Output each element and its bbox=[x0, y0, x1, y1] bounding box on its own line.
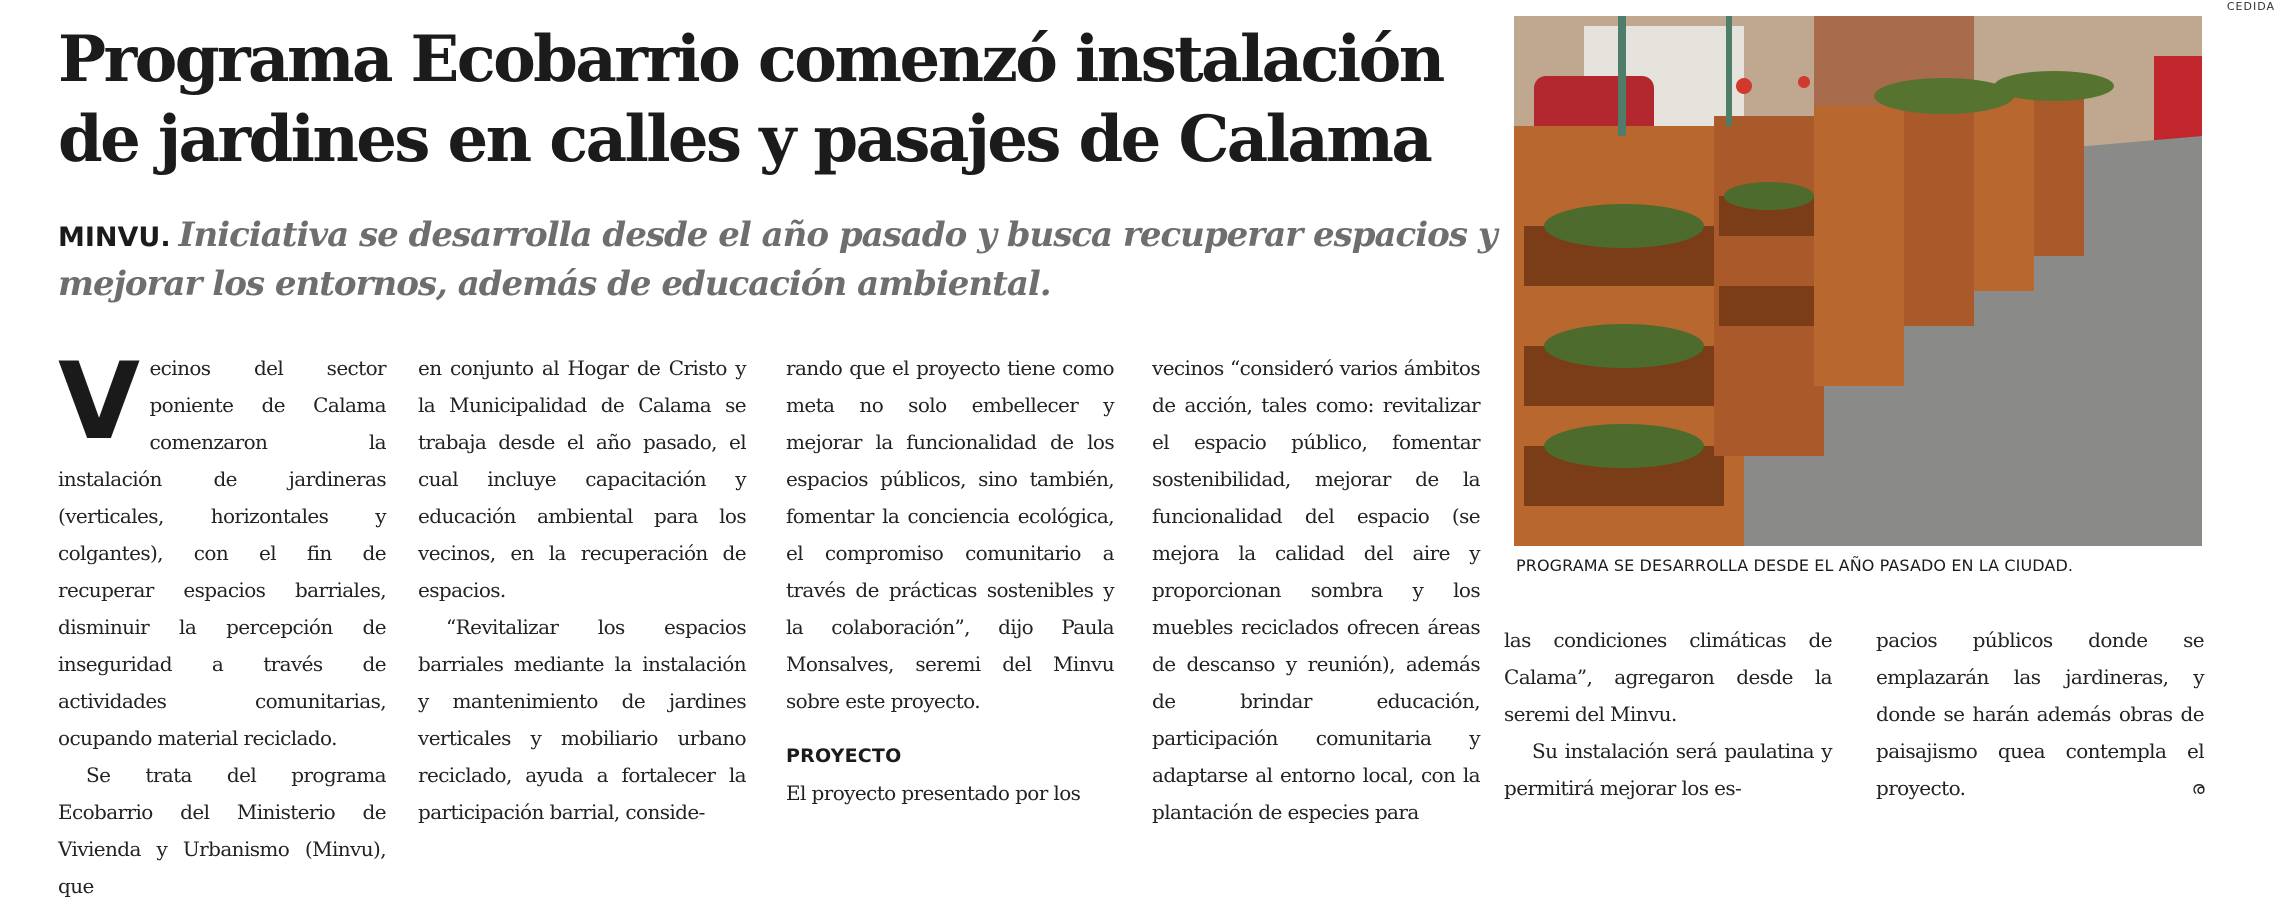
body-paragraph: “Revitalizar los espacios barriales mediante la instalación y mantenimiento de jardines verticales y mobiliario urbano reciclado, ayuda a fortalecer la participación barrial, conside- bbox=[418, 615, 746, 824]
dek-text: Iniciativa se desarrolla desde el año pasado y busca recuperar espacios y mejorar los entornos, además de educación ambiental. bbox=[58, 215, 1497, 304]
planters-photo-illustration bbox=[1514, 16, 2202, 546]
drop-cap: V bbox=[58, 340, 140, 463]
paragraph-text: pacios públicos donde se emplazarán las jardineras, y donde se harán además obras de paisajismo quea contempla el proyecto. bbox=[1876, 628, 2204, 800]
photo-foliage bbox=[1544, 324, 1704, 368]
photo-metal-pole bbox=[1618, 16, 1626, 136]
photo-flower bbox=[1736, 78, 1752, 94]
body-column-1 bbox=[58, 340, 386, 898]
kicker: MINVU. bbox=[58, 222, 171, 253]
body-paragraph: rando que el proyecto tiene como meta no solo embellecer y mejorar la funcionalidad de los espacios públicos, sino también, fomentar la conciencia ecológica, el compromiso comunitario a través de prácticas sostenibles y la colaboración”, dijo Paula Monsalves, seremi del Minvu sobre este proyecto. bbox=[786, 356, 1114, 713]
photo-foliage bbox=[1544, 424, 1704, 468]
body-paragraph: Se trata del programa Ecobarrio del Ministerio de Vivienda y Urbanismo (Minvu), que bbox=[58, 763, 386, 898]
body-column-5 bbox=[1504, 622, 1832, 812]
paragraph-text: ecinos del sector poniente de Calama comenzaron la instalación de jardineras (verticales, horizontales y colgantes), con el fin de recuperar espacios barriales, disminuir la percepción de inseguridad a través de actividades comunitarias, ocupando material reciclado. bbox=[58, 356, 386, 750]
body-paragraph bbox=[58, 340, 386, 757]
body-paragraph: las condiciones climáticas de Calama”, agregaron desde la seremi del Minvu. bbox=[1504, 628, 1832, 726]
photo-planter-back bbox=[1904, 96, 1974, 326]
news-photo bbox=[1514, 16, 2202, 546]
photo-caption: PROGRAMA SE DESARROLLA DESDE EL AÑO PASADO EN LA CIUDAD. bbox=[1516, 556, 2074, 575]
section-subhead: PROYECTO bbox=[786, 745, 902, 767]
body-paragraph: en conjunto al Hogar de Cristo y la Municipalidad de Calama se trabaja desde el año pasado, el cual incluye capacitación y educación ambiental para los vecinos, en la recuperación de espacios. bbox=[418, 356, 746, 602]
body-paragraph: Su instalación será paulatina y permitirá mejorar los es- bbox=[1504, 739, 1832, 800]
end-mark-icon: ര bbox=[2191, 778, 2204, 799]
dek bbox=[58, 212, 1498, 307]
headline: Programa Ecobarrio comenzó instalación de jardines en calles y pasajes de Calama bbox=[58, 22, 1443, 177]
photo-planter-back bbox=[1974, 91, 2034, 291]
body-paragraph: vecinos “consideró varios ámbitos de acción, tales como: revitalizar el espacio público, fomentar sostenibilidad, mejorar de la funcionalidad del espacio (se mejora la calidad del aire y proporcionan sombra y los muebles reciclados ofrecen áreas de descanso y reunión), además de brindar educación, participación comunitaria y adaptarse al entorno local, con la plantación de especies para bbox=[1152, 356, 1480, 824]
photo-credit: CEDIDA bbox=[2226, 0, 2275, 13]
photo-foliage bbox=[1994, 71, 2114, 101]
body-column-3 bbox=[786, 350, 1114, 805]
photo-flower bbox=[1798, 76, 1810, 88]
photo-planter-back bbox=[2034, 86, 2084, 256]
body-paragraph: El proyecto presentado por los bbox=[786, 781, 1081, 805]
photo-metal-pole bbox=[1726, 16, 1732, 126]
body-column-4 bbox=[1152, 350, 1480, 824]
photo-foliage bbox=[1874, 78, 2014, 114]
body-column-2 bbox=[418, 350, 746, 824]
photo-planter-back bbox=[1814, 106, 1904, 386]
photo-planter-slot bbox=[1719, 286, 1814, 326]
body-paragraph bbox=[1876, 622, 2204, 807]
photo-foliage bbox=[1724, 182, 1814, 210]
body-column-6 bbox=[1876, 622, 2204, 812]
photo-foliage bbox=[1544, 204, 1704, 248]
